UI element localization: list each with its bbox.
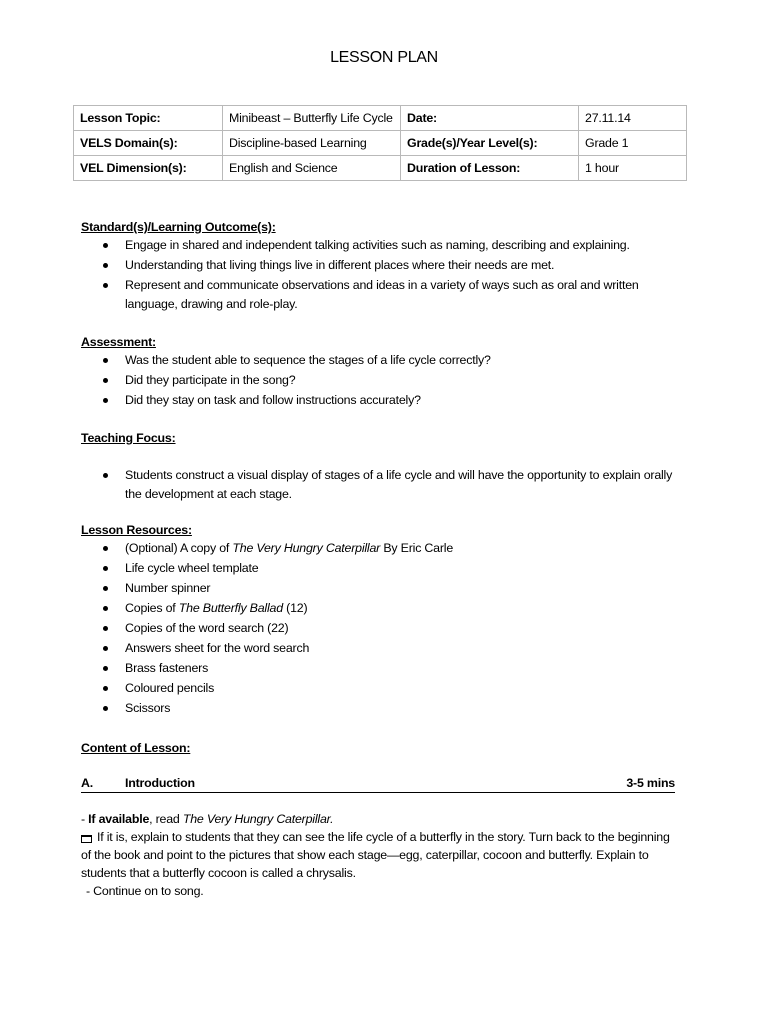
bullet-icon bbox=[103, 686, 108, 691]
lesson-topic-label: Lesson Topic: bbox=[74, 106, 223, 131]
table-row bbox=[74, 131, 687, 156]
standards-section bbox=[81, 218, 681, 315]
content-section bbox=[81, 739, 681, 757]
list-item: Copies of the word search (22) bbox=[81, 619, 681, 638]
teaching-focus-list bbox=[81, 466, 681, 504]
list-item: Number spinner bbox=[81, 579, 681, 598]
vels-domain-label: VELS Domain(s): bbox=[74, 131, 223, 156]
section-letter: A. bbox=[81, 776, 93, 790]
list-item: Did they stay on task and follow instructions accurately? bbox=[81, 391, 681, 410]
checkbox-glyph-icon bbox=[81, 835, 92, 843]
teaching-focus-heading: Teaching Focus: bbox=[81, 431, 176, 445]
list-item: Scissors bbox=[81, 699, 681, 718]
intro-line-2: If it is, explain to students that they can see the life cycle of a butterfly in the story. Turn back to the beginning of the book and point to the pictures that show each stage—egg, caterpillar, cocoon and butterfly. Explain to students that a butterfly cocoon is called a chrysalis. bbox=[81, 830, 670, 880]
list-item: Understanding that living things live in different places where their needs are met. bbox=[81, 256, 681, 275]
list-item: (Optional) A copy of The Very Hungry Caterpillar By Eric Carle bbox=[81, 539, 681, 558]
assessment-section bbox=[81, 333, 681, 411]
table-row bbox=[74, 106, 687, 131]
list-item: Answers sheet for the word search bbox=[81, 639, 681, 658]
list-item: Copies of The Butterfly Ballad (12) bbox=[81, 599, 681, 618]
vels-domain-value: Discipline-based Learning bbox=[223, 131, 401, 156]
resources-section bbox=[81, 521, 681, 719]
assessment-list bbox=[81, 351, 681, 410]
document-title: LESSON PLAN bbox=[330, 49, 438, 66]
content-heading: Content of Lesson: bbox=[81, 741, 191, 755]
intro-line-1: - If available, read The Very Hungry Caterpillar. bbox=[81, 812, 334, 826]
list-item: Life cycle wheel template bbox=[81, 559, 681, 578]
bullet-icon bbox=[103, 666, 108, 671]
bullet-icon bbox=[103, 706, 108, 711]
table-row bbox=[74, 156, 687, 181]
resources-list bbox=[81, 539, 681, 718]
lesson-info-table bbox=[73, 105, 687, 181]
list-item: Brass fasteners bbox=[81, 659, 681, 678]
bullet-icon bbox=[103, 263, 108, 268]
vel-dimension-value: English and Science bbox=[223, 156, 401, 181]
section-title: Introduction bbox=[125, 776, 195, 790]
bullet-icon bbox=[103, 378, 108, 383]
bullet-icon bbox=[103, 398, 108, 403]
bullet-icon bbox=[103, 606, 108, 611]
introduction-row bbox=[81, 775, 675, 793]
grade-label: Grade(s)/Year Level(s): bbox=[401, 131, 579, 156]
standards-list bbox=[81, 236, 681, 314]
list-item: Did they participate in the song? bbox=[81, 371, 681, 390]
duration-value: 1 hour bbox=[579, 156, 687, 181]
introduction-text bbox=[81, 810, 681, 900]
lesson-topic-value: Minibeast – Butterfly Life Cycle bbox=[223, 106, 401, 131]
resources-heading: Lesson Resources: bbox=[81, 523, 192, 537]
grade-value: Grade 1 bbox=[579, 131, 687, 156]
list-item: Engage in shared and independent talking activities such as naming, describing and explaining. bbox=[81, 236, 681, 255]
bullet-icon bbox=[103, 243, 108, 248]
bullet-icon bbox=[103, 626, 108, 631]
bullet-icon bbox=[103, 546, 108, 551]
intro-line-3: - Continue on to song. bbox=[86, 884, 204, 898]
duration-label: Duration of Lesson: bbox=[401, 156, 579, 181]
list-item: Was the student able to sequence the stages of a life cycle correctly? bbox=[81, 351, 681, 370]
bullet-icon bbox=[103, 646, 108, 651]
bullet-icon bbox=[103, 283, 108, 288]
list-item: Represent and communicate observations and ideas in a variety of ways such as oral and written language, drawing and role-play. bbox=[81, 276, 681, 314]
bullet-icon bbox=[103, 586, 108, 591]
teaching-focus-section bbox=[81, 429, 681, 505]
bullet-icon bbox=[103, 566, 108, 571]
date-value: 27.11.14 bbox=[579, 106, 687, 131]
assessment-heading: Assessment: bbox=[81, 335, 156, 349]
bullet-icon bbox=[103, 473, 108, 478]
vel-dimension-label: VEL Dimension(s): bbox=[74, 156, 223, 181]
list-item: Students construct a visual display of stages of a life cycle and will have the opportunity to explain orally the development at each stage. bbox=[81, 466, 681, 504]
date-label: Date: bbox=[401, 106, 579, 131]
bullet-icon bbox=[103, 358, 108, 363]
section-time: 3-5 mins bbox=[626, 776, 675, 790]
list-item: Coloured pencils bbox=[81, 679, 681, 698]
standards-heading: Standard(s)/Learning Outcome(s): bbox=[81, 220, 276, 234]
